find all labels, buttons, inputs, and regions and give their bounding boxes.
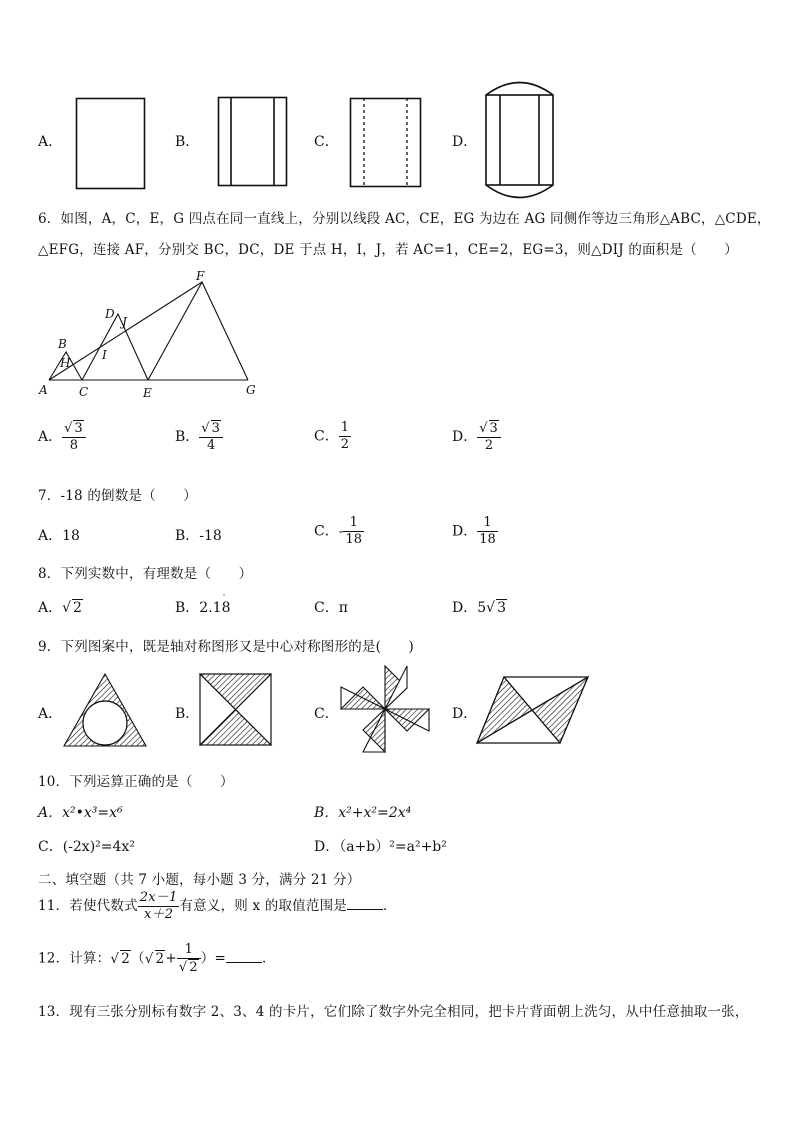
label-J: J bbox=[122, 315, 127, 329]
q12-answer-blank[interactable] bbox=[226, 950, 262, 963]
q12-denominator-radicand: 2 bbox=[189, 960, 198, 975]
q7-c-num: 1 bbox=[349, 515, 358, 530]
q8-b-repeat-digit: 8 bbox=[221, 600, 231, 616]
q8-a-prefix: A． bbox=[38, 600, 63, 616]
q8-option-a[interactable] bbox=[38, 597, 83, 617]
q9-stem: 9．下列图案中，既是轴对称图形又是中心对称图形的是( ) bbox=[38, 639, 414, 655]
q6-option-a[interactable] bbox=[38, 420, 86, 454]
label-I: I bbox=[102, 348, 107, 362]
q7-option-a[interactable]: A．18 bbox=[38, 528, 80, 544]
q8-option-b[interactable] bbox=[175, 591, 231, 617]
q12-radicand-1: 2 bbox=[121, 950, 130, 967]
q6-stem-line1: 6．如图，A，C，E，G 四点在同一直线上，分别以线段 AC，CE，EG 为边在 AG 同侧作等边三角形△ABC，△CDE， bbox=[38, 211, 771, 227]
q9-figure-b-square bbox=[199, 673, 273, 747]
q8-b-repeat-dot: · bbox=[222, 591, 226, 601]
q9-option-b-label[interactable]: B． bbox=[175, 706, 200, 722]
q6-a-num: 3 bbox=[74, 421, 83, 436]
q8-d-prefix: D．5 bbox=[452, 600, 487, 616]
label-A: A bbox=[39, 383, 48, 397]
label-E: E bbox=[143, 386, 152, 400]
q9-option-c-label[interactable]: C． bbox=[314, 706, 339, 722]
q13-stem: 13．现有三张分别标有数字 2、3、4 的卡片，它们除了数字外完全相同，把卡片背面朝上洗匀，从中任意抽取一张， bbox=[38, 1004, 749, 1020]
q6-a-den: 8 bbox=[62, 437, 86, 454]
q5-option-b-label[interactable]: B． bbox=[175, 134, 200, 150]
q11-denominator: x＋2 bbox=[138, 906, 180, 923]
q6-d-den: 2 bbox=[477, 437, 501, 454]
q5-figure-a bbox=[76, 98, 146, 190]
q5-option-a-label[interactable]: A． bbox=[38, 134, 63, 150]
q11 bbox=[38, 890, 397, 923]
q8-d-radicand: 3 bbox=[497, 600, 506, 616]
q7-d-num: 1 bbox=[483, 515, 492, 530]
q6-c-den: 2 bbox=[340, 437, 349, 452]
q5-figure-d bbox=[484, 82, 556, 198]
q6-d-num: 3 bbox=[489, 421, 498, 436]
q7-d-den: 18 bbox=[479, 532, 496, 547]
q12-suffix: ）= bbox=[200, 950, 227, 967]
q7-option-c[interactable] bbox=[314, 515, 364, 548]
section-fill-blank-heading: 二、填空题（共 7 小题，每小题 3 分，满分 21 分） bbox=[38, 872, 361, 888]
q10-option-b[interactable]: B．x²+x²=2x⁴ bbox=[314, 805, 412, 821]
q12-open-paren: （ bbox=[131, 950, 145, 967]
q6-option-b[interactable] bbox=[175, 420, 223, 454]
q10-option-a[interactable]: A．x²•x³=x⁶ bbox=[38, 805, 123, 821]
q6-option-c[interactable] bbox=[314, 420, 351, 453]
q6-option-b-prefix: B． bbox=[175, 429, 200, 445]
q6-option-d[interactable] bbox=[452, 420, 501, 454]
q11-prefix: 11．若使代数式 bbox=[38, 898, 138, 914]
q6-stem-line2: △EFG，连接 AF，分别交 BC，DC，DE 于点 H，I，J，若 AC=1，CE=2，EG=3，则△DIJ 的面积是（ ） bbox=[38, 242, 738, 258]
q7-c-prefix: C．- bbox=[314, 523, 344, 540]
q12-prefix: 12．计算： bbox=[38, 950, 111, 967]
label-G: G bbox=[246, 383, 256, 397]
label-C: C bbox=[79, 385, 89, 399]
q11-suffix: 有意义，则 x 的取值范围是 bbox=[179, 898, 347, 914]
q6-option-d-prefix: D． bbox=[452, 429, 478, 445]
q10-stem: 10．下列运算正确的是（ ） bbox=[38, 774, 234, 790]
q5-figure-c bbox=[350, 98, 422, 188]
q12-end: ． bbox=[262, 950, 276, 967]
q8-option-c[interactable]: C．π bbox=[314, 600, 348, 616]
q9-option-d-label[interactable]: D． bbox=[452, 706, 478, 722]
q10-option-d[interactable]: D．（a+b）²=a²+b² bbox=[314, 839, 447, 855]
q11-numerator: 2x－1 bbox=[139, 890, 178, 905]
q5-figure-b bbox=[218, 97, 288, 187]
q12-plus: + bbox=[165, 950, 177, 967]
q9-figure-c-pinwheel bbox=[338, 664, 432, 754]
q8-stem: 8．下列实数中，有理数是（ ） bbox=[38, 566, 253, 582]
q5-option-d-label[interactable]: D． bbox=[452, 134, 478, 150]
q6-c-num: 1 bbox=[340, 420, 349, 435]
q11-answer-blank[interactable] bbox=[347, 897, 383, 910]
label-F: F bbox=[196, 269, 205, 283]
q6-triangle-figure bbox=[36, 270, 266, 400]
q7-option-b[interactable]: B．-18 bbox=[175, 528, 222, 544]
q9-figure-a-triangle-circle bbox=[62, 673, 148, 747]
q7-d-prefix: D． bbox=[452, 523, 478, 540]
q5-option-c-label[interactable]: C． bbox=[314, 134, 339, 150]
q8-b-text: B．2.1 bbox=[175, 600, 222, 616]
q7-option-d[interactable] bbox=[452, 515, 498, 548]
q12-radicand-2: 2 bbox=[155, 950, 165, 967]
label-H: H bbox=[60, 356, 71, 370]
q11-end: ． bbox=[382, 898, 397, 914]
q9-figure-d-parallelogram bbox=[476, 676, 590, 744]
q8-option-d[interactable] bbox=[452, 597, 507, 617]
label-B: B bbox=[58, 337, 67, 351]
q6-b-den: 4 bbox=[199, 437, 223, 454]
q6-option-a-prefix: A． bbox=[38, 429, 63, 445]
q8-a-radicand: 2 bbox=[73, 600, 82, 616]
q7-c-den: 18 bbox=[345, 532, 362, 547]
q12-numerator: 1 bbox=[184, 942, 194, 957]
q7-stem: 7．-18 的倒数是（ ） bbox=[38, 488, 197, 504]
q6-b-num: 3 bbox=[211, 421, 220, 436]
label-D: D bbox=[105, 307, 115, 321]
q9-option-a-label[interactable]: A． bbox=[38, 706, 63, 722]
q10-option-c[interactable]: C．(-2x)²=4x² bbox=[38, 839, 135, 855]
q6-option-c-prefix: C． bbox=[314, 428, 339, 445]
q12 bbox=[38, 942, 276, 976]
